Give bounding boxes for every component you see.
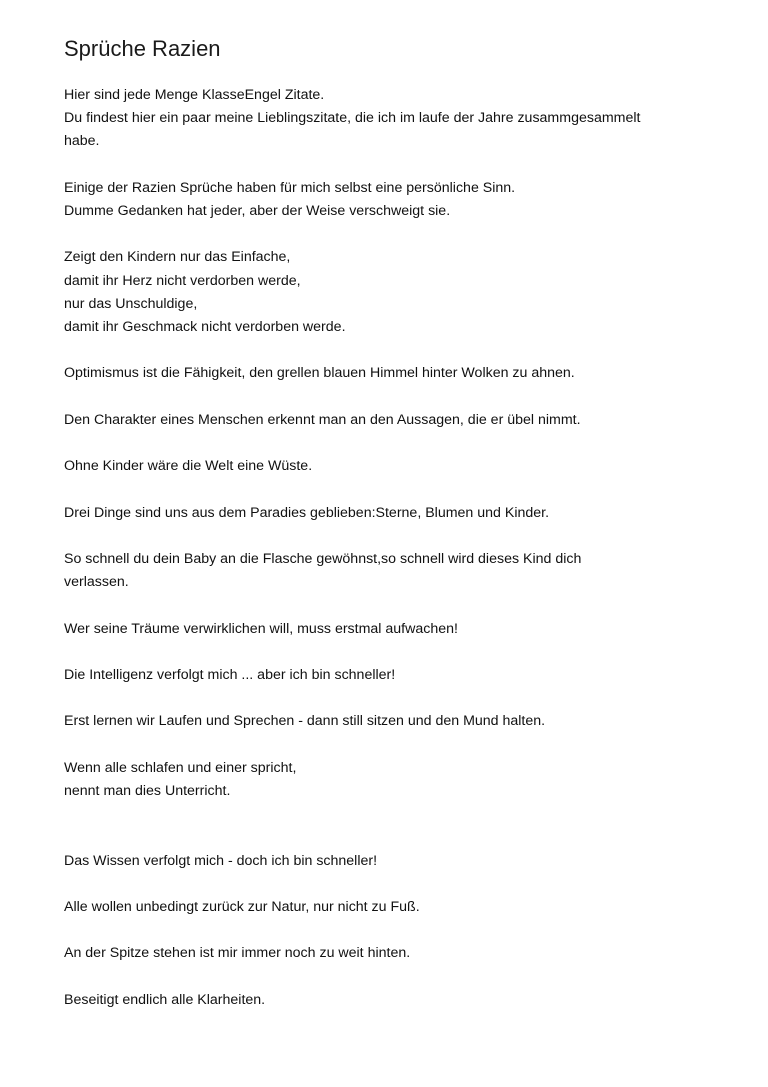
intro-line-3: habe. (64, 133, 100, 150)
quote-optimismus-text: Optimismus ist die Fähigkeit, den grellen blauen Himmel hinter Wolken zu ahnen. (64, 365, 575, 382)
quote-laufen (64, 710, 724, 733)
intro-paragraph (64, 84, 724, 154)
quote-wissen-text: Das Wissen verfolgt mich - doch ich bin schneller! (64, 852, 378, 869)
quote-baby-line-1: So schnell du dein Baby an die Flasche gewöhnst,so schnell wird dieses Kind dich (64, 550, 582, 567)
quote-traeume (64, 618, 724, 641)
quote-klarheiten (64, 989, 724, 1012)
quote-klarheiten-text: Beseitigt endlich alle Klarheiten. (64, 991, 266, 1008)
paragraph-3-line-4: damit ihr Geschmack nicht verdorben werde. (64, 319, 346, 335)
paragraph-2 (64, 177, 724, 223)
quote-paradies (64, 502, 724, 525)
quote-traeume-text: Wer seine Träume verwirklichen will, muss erstmal aufwachen! (64, 620, 458, 637)
quote-laufen-text: Erst lernen wir Laufen und Sprechen - dann still sitzen und den Mund halten. (64, 713, 546, 730)
quote-baby-line-2: verlassen. (64, 574, 129, 591)
quote-kinder (64, 455, 724, 478)
document-page (64, 34, 724, 1012)
quote-paradies-text: Drei Dinge sind uns aus dem Paradies geblieben:Sterne, Blumen und Kinder. (64, 504, 550, 521)
paragraph-2-line-2: Dumme Gedanken hat jeder, aber der Weise verschweigt sie. (64, 203, 451, 219)
paragraph-3-line-3: nur das Unschuldige, (64, 295, 198, 312)
quote-wissen (64, 850, 724, 873)
quote-natur (64, 896, 724, 919)
intro-line-2: Du findest hier ein paar meine Lieblingszitate, die ich im laufe der Jahre zusammgesammelt (64, 110, 641, 127)
quote-natur-text: Alle wollen unbedingt zurück zur Natur, nur nicht zu Fuß. (64, 898, 420, 915)
paragraph-3-line-2: damit ihr Herz nicht verdorben werde, (64, 272, 301, 289)
quote-unterricht-line-1: Wenn alle schlafen und einer spricht, (64, 759, 297, 776)
quote-charakter-text: Den Charakter eines Menschen erkennt man an den Aussagen, die er übel nimmt. (64, 411, 581, 428)
quote-kinder-text: Ohne Kinder wäre die Welt eine Wüste. (64, 458, 313, 475)
quote-intelligenz-text: Die Intelligenz verfolgt mich ... aber ich bin schneller! (64, 666, 396, 683)
quote-spitze-text: An der Spitze stehen ist mir immer noch zu weit hinten. (64, 945, 411, 962)
paragraph-2-line-1: Einige der Razien Sprüche haben für mich selbst eine persönliche Sinn. (64, 179, 516, 196)
quote-baby (64, 548, 724, 594)
paragraph-3-line-1: Zeigt den Kindern nur das Einfache, (64, 249, 291, 266)
quote-unterricht (64, 757, 724, 803)
document-title: Sprüche Razien (64, 36, 221, 61)
quote-intelligenz (64, 664, 724, 687)
quote-charakter (64, 409, 724, 432)
quote-spitze (64, 942, 724, 965)
quote-unterricht-line-2: nennt man dies Unterricht. (64, 782, 231, 799)
quote-optimismus (64, 362, 724, 385)
paragraph-3 (64, 246, 724, 339)
intro-line-1: Hier sind jede Menge KlasseEngel Zitate. (64, 87, 325, 103)
